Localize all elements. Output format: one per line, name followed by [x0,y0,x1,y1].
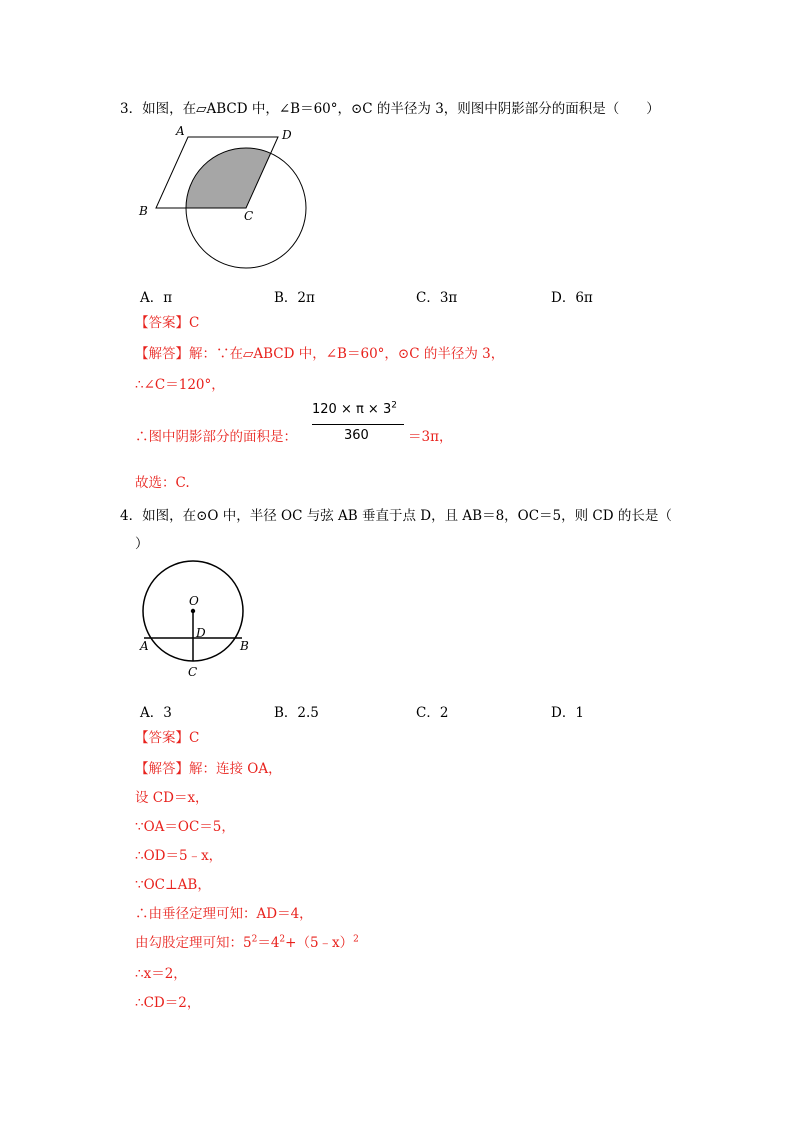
label-o: O [189,594,199,608]
q4-option-a: A．3 [140,705,172,721]
label-c: C [188,665,198,679]
label-a: A [176,124,185,138]
q3-option-a: A．π [140,290,173,306]
q4-solution-line-4: ∴OD＝5﹣x， [135,848,223,864]
q4-solution-line-6: ∴由垂径定理可知：AD＝4， [135,906,313,922]
fraction-denominator: 360 [344,428,369,443]
q4-option-c: C．2 [416,705,449,721]
q4-solution-line-2: 设 CD＝x， [135,790,209,806]
q3-solution-line-1: 【解答】解：∵在▱ABCD 中，∠B＝60°，⊙C 的半径为 3， [135,346,505,362]
q4-stem-line-2: ） [135,536,149,552]
label-b: B [240,639,249,653]
q4-option-d: D．1 [551,705,584,721]
fraction-numerator: $120 \times \pi \times 3^2$ [312,400,397,417]
q4-pythagoras-line: 由勾股定理可知：$5^2=4^2+(5﹣x)^2$ [135,934,359,951]
q4-figure [130,560,260,682]
label-a: A [140,639,149,653]
q4-solution-line-3: ∵OA＝OC＝5， [135,819,235,835]
q3-figure [130,122,320,274]
q4-after-line-1: ∴x＝2， [135,966,187,982]
q4-solution-line-5: ∵OC⊥AB， [135,877,211,893]
label-d: D [196,626,206,640]
q3-fraction [312,402,408,448]
q3-option-c: C．3π [416,290,458,306]
q4-solution-line-1: 【解答】解：连接 OA， [135,761,282,777]
q3-stem: 3．如图，在▱ABCD 中，∠B＝60°，⊙C 的半径为 3，则图中阴影部分的面积是（ ） [120,101,660,117]
q3-answer: 【答案】C [135,315,200,331]
label-c: C [244,209,254,223]
center-point [191,609,195,613]
q4-stem-line-1: 4．如图，在⊙O 中，半径 OC 与弦 AB 垂直于点 D，且 AB＝8，OC＝5，则 CD 的长是（ [120,508,672,524]
label-b: B [139,204,148,218]
q4-option-b: B．2.5 [274,705,319,721]
q3-area-prefix: ∴图中阴影部分的面积是： [135,429,297,445]
fraction-bar [312,424,404,425]
label-d: D [282,128,292,142]
q3-option-d: D．6π [551,290,593,306]
q3-solution-line-2: ∴∠C＝120°， [135,377,225,393]
q3-conclusion: 故选：C. [135,475,190,491]
q3-area-suffix: ＝3π， [408,429,453,445]
q4-answer: 【答案】C [135,730,200,746]
q4-after-line-2: ∴CD＝2， [135,995,201,1011]
q3-option-b: B．2π [274,290,315,306]
